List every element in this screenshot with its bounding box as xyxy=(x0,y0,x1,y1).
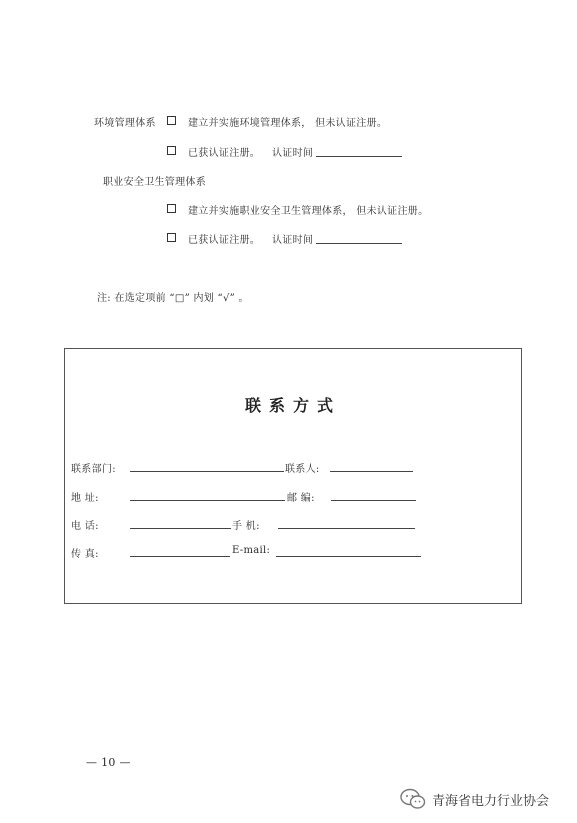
ohs-cert-time-field[interactable] xyxy=(316,243,402,244)
wechat-logo-icon xyxy=(400,788,426,810)
ohs-option1-checkbox[interactable] xyxy=(167,204,176,213)
department-label: 联系部门: xyxy=(71,464,116,475)
env-option2-checkbox[interactable] xyxy=(167,146,176,155)
postcode-label: 邮 编: xyxy=(287,493,315,504)
contact-panel xyxy=(64,348,522,604)
address-label: 地 址: xyxy=(71,493,99,504)
fax-label: 传 真: xyxy=(71,549,99,560)
env-option2-text: 已获认证注册。 xyxy=(188,148,261,159)
page-number: — 10 — xyxy=(86,756,131,769)
contact-title: 联系方式 xyxy=(244,396,341,415)
phone-label: 电 话: xyxy=(71,521,99,532)
ohs-option2-checkbox[interactable] xyxy=(167,233,176,242)
address-field[interactable] xyxy=(130,500,285,501)
email-field[interactable] xyxy=(276,556,421,557)
ohs-option2-text: 已获认证注册。 xyxy=(188,235,261,246)
email-label: E-mail: xyxy=(232,545,271,556)
fax-field[interactable] xyxy=(130,556,230,557)
env-option1-checkbox[interactable] xyxy=(167,116,176,125)
footer-brand-text: 青海省电力行业协会 xyxy=(432,794,550,809)
env-cert-time-field[interactable] xyxy=(316,156,402,157)
contact-person-field[interactable] xyxy=(330,471,413,472)
mobile-label: 手 机: xyxy=(232,521,260,532)
postcode-field[interactable] xyxy=(331,500,416,501)
mobile-field[interactable] xyxy=(278,528,415,529)
selection-note: 注: 在选定项前 “□” 内划 “√” 。 xyxy=(97,293,249,304)
ohs-cert-time-label: 认证时间 xyxy=(272,235,314,246)
env-cert-time-label: 认证时间 xyxy=(272,148,314,159)
phone-field[interactable] xyxy=(130,528,231,529)
department-field[interactable] xyxy=(130,471,284,472)
ohs-option1-text: 建立并实施职业安全卫生管理体系， 但未认证注册。 xyxy=(188,206,429,217)
contact-person-label: 联系人: xyxy=(285,464,320,475)
ohs-system-label: 职业安全卫生管理体系 xyxy=(103,177,206,188)
env-system-label: 环境管理体系 xyxy=(94,118,156,129)
env-option1-text: 建立并实施环境管理体系， 但未认证注册。 xyxy=(188,118,388,129)
